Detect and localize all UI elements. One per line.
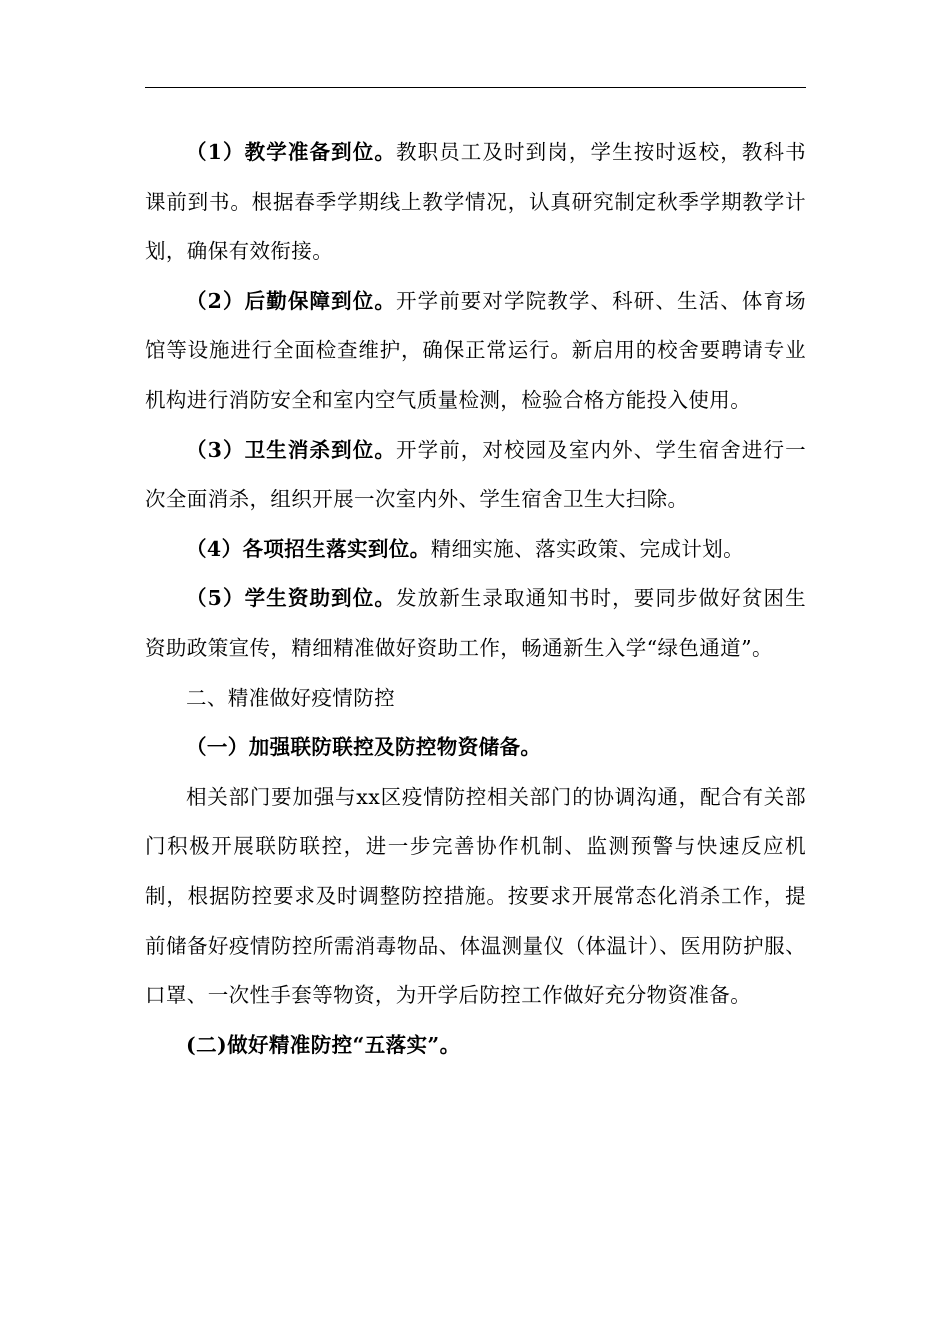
item-2-head: 后勤保障到位。 (244, 288, 396, 313)
paragraph-item-5 (145, 574, 806, 673)
subsection-1-text: 相关部门要加强与xx区疫情防控相关部门的协调沟通，配合有关部门积极开展联防联控，进一步完善协作机制、监测预警与快速反应机制，根据防控要求及时调整防控措施。按要求开展常态化消杀工作，提前储备好疫情防控所需消毒物品、体温测量仪（体温计）、医用防护服、口罩、一次性手套等物资，为开学后防控工作做好充分物资准备。 (145, 784, 806, 1008)
paragraph-item-2 (145, 277, 806, 426)
item-5-num: （5） (186, 586, 245, 611)
item-5-head: 学生资助到位。 (244, 586, 396, 611)
item-1-head: 教学准备到位。 (244, 140, 396, 164)
item-1-text: 教职员工及时到岗，学生按时返校，教科书课前到书。根据春季学期线上教学情况，认真研究制定秋季学期教学计划，确保有效衔接。 (145, 140, 806, 264)
item-5-text: 发放新生录取通知书时，要同步做好贫困生资助政策宣传，精细精准做好资助工作，畅通新生入学“绿色通道”。 (145, 586, 806, 660)
item-4-text: 精细实施、落实政策、完成计划。 (430, 536, 745, 561)
item-3-head: 卫生消杀到位。 (244, 437, 396, 462)
paragraph-item-3 (145, 426, 806, 525)
paragraph-item-4 (145, 525, 806, 575)
item-3-text: 开学前，对校园及室内外、学生宿舍进行一次全面消杀，组织开展一次室内外、学生宿舍卫生大扫除。 (145, 437, 806, 512)
header-rule (145, 87, 806, 88)
item-4-head: 各项招生落实到位。 (242, 536, 431, 561)
section-heading: 二、精准做好疫情防控 (186, 685, 395, 710)
paragraph-item-1 (145, 128, 806, 277)
item-4-num: （4） (186, 536, 243, 561)
subsection-1-heading: （一）加强联防联控及防控物资储备。 (186, 735, 542, 760)
subsection-2-heading: (二)做好精准防控“五落实”。 (186, 1032, 461, 1057)
item-3-num: （3） (186, 437, 245, 462)
item-1-num: （1） (186, 140, 245, 164)
document-body (145, 128, 806, 1070)
item-2-text: 开学前要对学院教学、科研、生活、体育场馆等设施进行全面检查维护，确保正常运行。新启用的校舍要聘请专业机构进行消防安全和室内空气质量检测，检验合格方能投入使用。 (145, 288, 806, 412)
item-2-num: （2） (186, 288, 245, 313)
